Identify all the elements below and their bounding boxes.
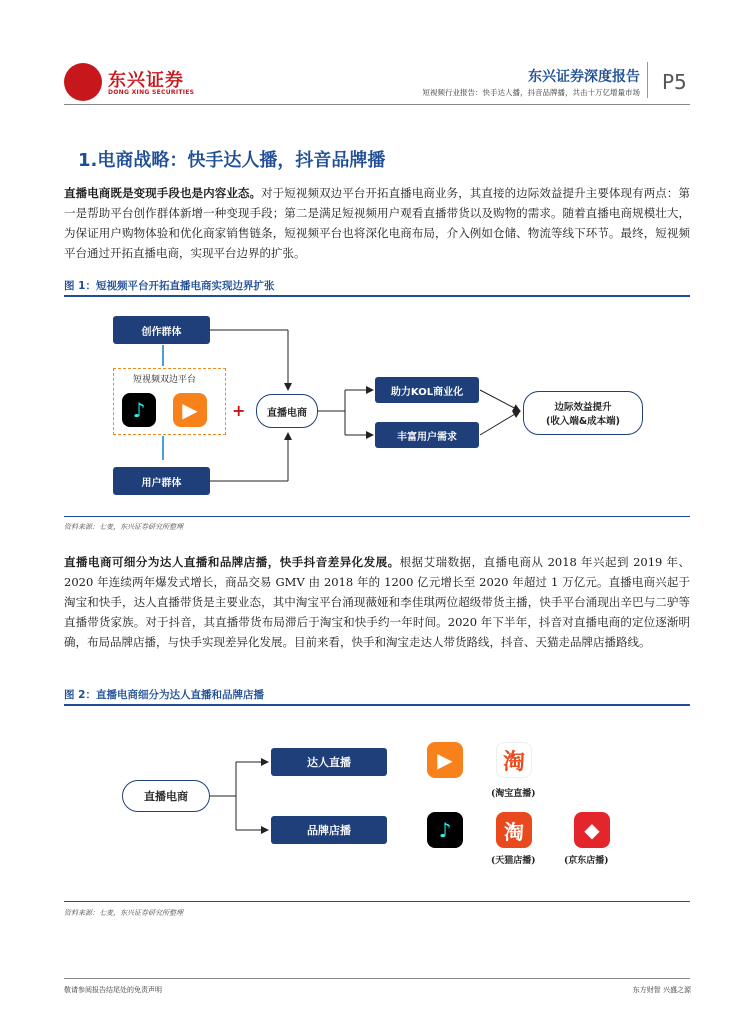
kuaishou-icon: ▶ bbox=[427, 742, 463, 778]
paragraph-1-lead: 直播电商既是变现手段也是内容业态。 bbox=[64, 186, 262, 200]
jd-icon: ◆ bbox=[574, 812, 610, 848]
platform-label: 短视频双边平台 bbox=[133, 375, 197, 385]
root-node-live-commerce: 直播电商 bbox=[122, 780, 210, 812]
logo-text-en: DONG XING SECURITIES bbox=[108, 89, 195, 96]
tmall-icon: 淘 bbox=[496, 812, 532, 848]
live-commerce-node: 直播电商 bbox=[256, 394, 318, 428]
footer-rule bbox=[64, 978, 690, 979]
kuaishou-icon: ▶ bbox=[173, 393, 207, 427]
paragraph-1-body: 对于短视频双边平台开拓直播电商业务，其直接的边际效益提升主要体现有两点：第一是帮助平台创作群体新增一种变现手段；第二是满足短视频用户观看直播带货以及购物的需求。随着直播电商规模壮大，为保证用户购物体验和优化商家销售链条，短视频平台也将深化电商布局，介入例如仓储、物流等线下环节。最终，短视频平台通过开拓直播电商，实现平台边界的扩张。 bbox=[64, 186, 691, 260]
figure-1-title: 图 1：短视频平台开拓直播电商实现边界扩张 bbox=[64, 280, 275, 292]
paragraph-2-body: 根据艾瑞数据，直播电商从 2018 年兴起到 2019 年、2020 年连续两年爆发式增长，商品交易 GMV 由 2018 年的 1200 亿元增长至 2020 年超过 1 万亿元。直播电商兴起于淘宝和快手，达人直播带货是主要业态，其中淘宝平台涌现薇娅和李佳琪两位超级带货主播，快手平台涌现出辛巴与二驴等直播带货家族。对于抖音，其直播带货布局滞后于淘宝和快手约一年时间。2020 年下半年，抖音对直播电商的定位逐渐明确，布局品牌店播，与快手实现差异化发展。目前来看，快手和淘宝走达人带货路线，抖音、天猫走品牌店播路线。 bbox=[64, 555, 690, 649]
footer-disclaimer: 敬请参阅报告结尾处的免责声明 bbox=[64, 986, 162, 994]
paragraph-2-lead: 直播电商可细分为达人直播和品牌店播，快手抖音差异化发展。 bbox=[64, 555, 400, 569]
logo-text-cn: 东兴证券 bbox=[108, 70, 184, 91]
benefit-line-1: 边际效益提升 bbox=[554, 402, 612, 413]
taobao-icon: 淘 bbox=[496, 742, 532, 778]
user-group-box: 用户群体 bbox=[113, 467, 210, 495]
taobao-live-label: (淘宝直播) bbox=[491, 789, 536, 799]
plus-sign: + bbox=[232, 401, 246, 420]
benefit-line-2: (收入端&成本端) bbox=[546, 416, 620, 427]
report-title: 东兴证券深度报告 bbox=[528, 69, 640, 85]
figure-1-source: 资料来源：七麦，东兴证券研究所整理 bbox=[64, 523, 183, 531]
douyin-icon: ♪ bbox=[122, 393, 156, 427]
influencer-live-box: 达人直播 bbox=[271, 748, 387, 776]
douyin-icon: ♪ bbox=[427, 812, 463, 848]
figure-2-title: 图 2：直播电商细分为达人直播和品牌店播 bbox=[64, 689, 264, 701]
tmall-store-label: (天猫店播) bbox=[491, 856, 536, 866]
page-number: P5 bbox=[662, 70, 687, 94]
figure-2-source: 资料来源：七麦，东兴证券研究所整理 bbox=[64, 909, 183, 917]
jd-store-label: (京东店播) bbox=[564, 856, 609, 866]
section-title: 1.电商战略：快手达人播，抖音品牌播 bbox=[78, 150, 386, 171]
brand-store-live-box: 品牌店播 bbox=[271, 816, 387, 844]
figure-2-bottom-rule bbox=[64, 901, 690, 902]
footer-slogan: 东方财智 兴盛之源 bbox=[632, 986, 691, 994]
report-subtitle: 短视频行业报告：快手达人播，抖音品牌播，共击十万亿增量市场 bbox=[422, 88, 640, 97]
creator-group-box: 创作群体 bbox=[113, 316, 210, 344]
user-demand-box: 丰富用户需求 bbox=[375, 422, 479, 448]
kol-box: 助力KOL商业化 bbox=[375, 377, 479, 403]
